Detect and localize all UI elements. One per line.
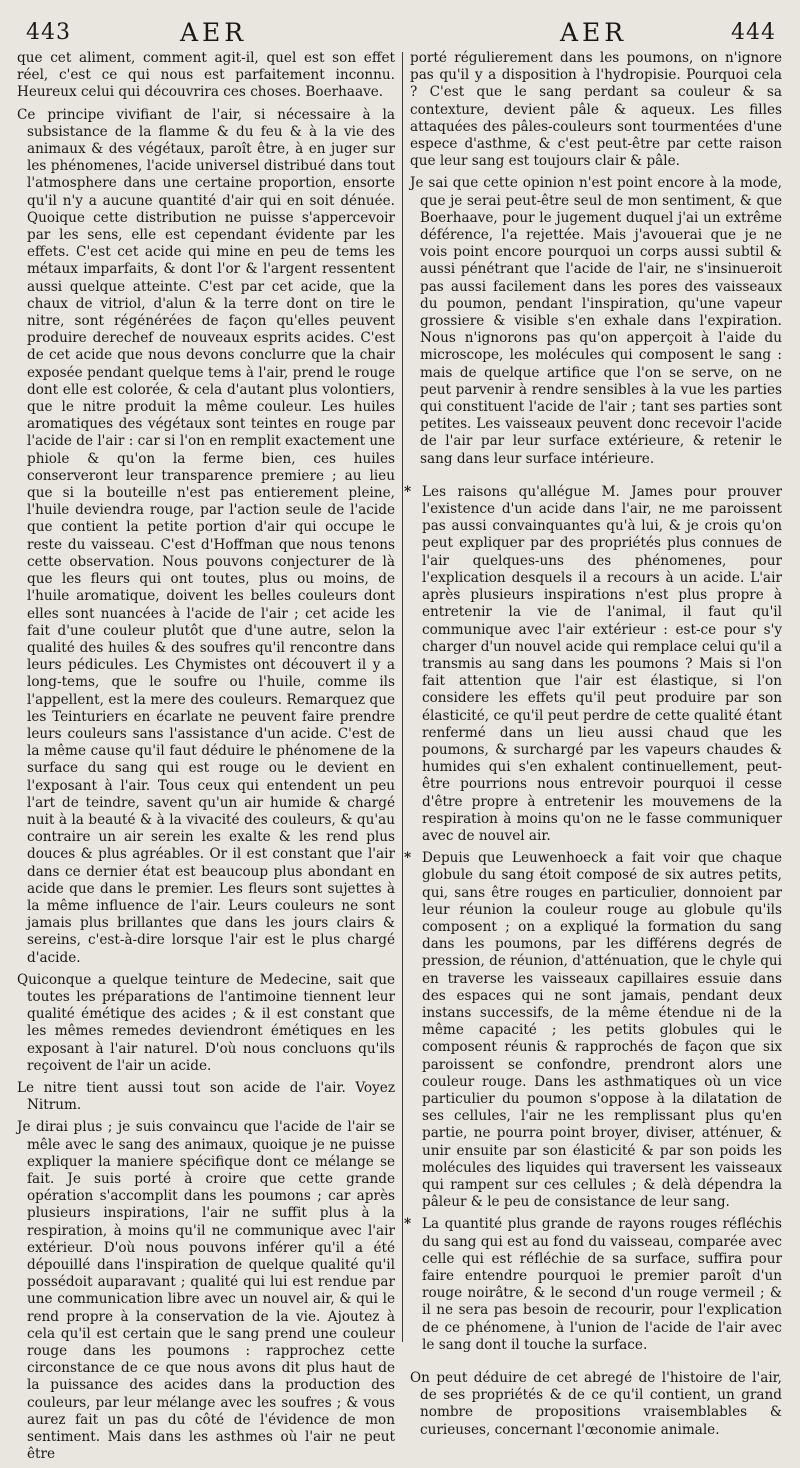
paragraph: Le nitre tient aussi tout son acide de l'air. Voyez Nitrum.	[17, 1079, 395, 1114]
paragraph: On peut déduire de cet abregé de l'histoire de l'air, de ses propriétés & de ce qu'il contient, un grand nombre de propositions vraisemblables & curieuses, concernant l'œconomie animale.	[410, 1370, 782, 1438]
paragraph: porté régulierement dans les poumons, on n'ignore pas qu'il y a disposition à l'hydropisie. Pourquoi cela ? C'est que le sang perdant sa couleur & sa contexture, devient pâle & aqueux. Les filles attaquées des pâles-couleurs sont tourmentées d'une espece d'asthme, & c'est peut-être par cette raison que leur sang est toujours clair & pâle.	[410, 50, 782, 170]
column-divider	[402, 52, 403, 1342]
note-marker: *	[404, 1216, 412, 1233]
left-running-head: AER	[180, 18, 248, 47]
editor-note	[404, 483, 782, 845]
right-running-head: AER	[560, 18, 628, 47]
note-text: Depuis que Leuwenhoeck a fait voir que chaque globule du sang étoit composé de six autres petits, qui, sans être rouges en particulier, donnoient par leur réunion la couleur rouge au globule qu'ils composent ; on a expliqué la formation du sang dans les poumons, par les différens degrés de pression, de réunion, d'atténuation, que le chyle qui en traverse les vaisseaux capillaires essuie dans des espaces qui ne sont jamais, pendant deux instans successifs, de la même étendue ni de la même capacité ; les petits globules qui le composent réunis & rapprochés de façon que six paroissent se confondre, prendront alors une couleur rouge. Dans les asthmatiques où un vice particulier du poumon s'oppose à la dilatation de ses cellules, l'air ne les remplissant plus qu'en partie, ne pourra point broyer, diviser, atténuer, & unir ensuite par son élasticité & par son poids les molécules des liquides qui traversent les vaisseaux qui rampent sur ces cellules ; & delà dépendra la pâleur & le peu de consistance de leur sang.	[422, 850, 782, 1211]
note-marker: *	[404, 483, 412, 500]
paragraph: Je sai que cette opinion n'est point encore à la mode, que je serai peut-être seul de mon sentiment, & que Boerhaave, pour le jugement duquel j'ai un extrême déférence, l'a rejettée. Mais j'avouerai que je ne vois point encore pourquoi un corps aussi subtil & aussi pénétrant que l'acide de l'air, ne s'insinueroit pas aussi facilement dans les pores des vaisseaux du poumon, pendant l'inspiration, qu'une vapeur grossiere & visible s'en exhale dans l'expiration. Nous n'ignorons pas qu'on apperçoit à l'aide du microscope, les molécules qui composent le sang : mais de quelque artifice que l'on se serve, on ne peut parvenir à rendre sensibles à la vue les parties qui constituent l'acide de l'air ; tant ses parties sont petites. Les vaisseaux peuvent donc recevoir l'acide de l'air par leur surface extérieure, & retenir le sang dans leur surface intérieure.	[410, 175, 782, 467]
editor-note	[404, 1216, 782, 1354]
left-column	[17, 50, 395, 1468]
paragraph: Je dirai plus ; je suis convaincu que l'acide de l'air se mêle avec le sang des animaux, quoique je ne puisse expliquer la maniere spécifique dont ce mélange se fait. Je suis porté à croire que cette grande opération s'accomplit dans les poumons ; car après plusieurs inspirations, l'air ne suffit plus à la respiration, à moins qu'il ne communique avec l'air extérieur. D'où nous pouvons inférer qu'il a été dépouillé dans l'inspiration de quelque qualité qu'il possédoit auparavant ; qualité qui lui est rendue par une communication libre avec un nouvel air, & qui le rend propre à la conservation de la vie. Ajoutez à cela qu'il est certain que le sang prend une couleur rouge dans les poumons : rapprochez cette circonstance de ce que nous avons dit plus haut de la puissance des acides dans la production des couleurs, par leur mélange avec les soufres ; & vous aurez fait un pas du côté de l'évidence de mon sentiment. Mais dans les asthmes où l'air ne peut être	[17, 1119, 395, 1463]
note-text: La quantité plus grande de rayons rouges réfléchis du sang qui est au fond du vaisseau, comparée avec celle qui est réfléchie de sa surface, suffira pour faire entendre pourquoi le premier paroît d'un rouge noirâtre, & le second d'un rouge vermeil ; & il ne sera pas besoin de recourir, pour l'explication de ce phénomene, à l'union de l'acide de l'air avec le sang dont il touche la surface.	[422, 1216, 782, 1353]
right-column	[404, 50, 782, 1444]
paragraph: Ce principe vivifiant de l'air, si nécessaire à la subsistance de la flamme & du feu & à la vie des animaux & des végétaux, paroît être, à en juger sur les phénomenes, l'acide universel distribué dans tout l'atmosphere dans une certaine proportion, ensorte qu'il n'y a aucune quantité d'air qui en soit dénuée. Quoique cette distribution ne puisse s'appercevoir par les sens, elle est cependant évidente par les effets. C'est cet acide qui mine en peu de tems les métaux imparfaits, & dont l'or & l'argent ressentent aussi quelque atteinte. C'est par cet acide, que la chaux de vitriol, d'alun & la terre dont on tire le nitre, sont régénérées de façon qu'elles peuvent produire derechef de nouveaux esprits acides. C'est de cet acide que nous devons conclurre que la chair exposée pendant quelque tems à l'air, prend le rouge dont elle est colorée, & cela d'autant plus volontiers, que le nitre produit la même couleur. Les huiles aromatiques des végétaux sont teintes en rouge par l'acide de l'air : car si l'on en remplit exactement une phiole & qu'on la ferme bien, ces huiles conserveront leur transparence premiere ; au lieu que si la bouteille n'est pas entierement pleine, l'huile deviendra rouge, par l'action seule de l'acide que contient la petite portion d'air qui occupe le reste du vaisseau. C'est d'Hoffman que nous tenons cette observation. Nous pouvons conjecturer de là que les fleurs qui ont toutes, plus ou moins, de l'huile aromatique, doivent les belles couleurs dont elles sont nuancées à l'acide de l'air ; cet acide les fait d'une couleur plutôt que d'une autre, selon la qualité des huiles & des soufres qu'il rencontre dans leurs pédicules. Les Chymistes ont découvert il y a long-tems, que le soufre ou l'huile, comme ils l'appellent, est la mere des couleurs. Remarquez que les Teinturiers en écarlate ne peuvent faire prendre leurs couleurs sans l'assistance d'un acide. C'est de la même cause qu'il faut déduire le phénomene de la surface du sang qui est rouge ou le devient en l'exposant à l'air. Tous ceux qui entendent un peu l'art de teindre, savent qu'un air humide & chargé nuit à la beauté & à la vivacité des couleurs, & qu'au contraire un air serein les exalte & les rend plus douces & plus agréables. Or il est constant que l'air dans ce dernier état est beaucoup plus abondant en acide que dans le premier. Les fleurs sont sujettes à la même influence de l'air. Leurs couleurs ne sont jamais plus brillantes que dans les jours clairs & sereins, c'est-à-dire lorsque l'air est le plus chargé d'acide.	[17, 106, 395, 966]
note-marker: *	[404, 850, 412, 867]
editor-note	[404, 850, 782, 1211]
right-page-number: 444	[731, 20, 776, 45]
left-page-number: 443	[26, 20, 71, 45]
note-text: Les raisons qu'allégue M. James pour prouver l'existence d'un acide dans l'air, ne me paroissent pas aussi convainquantes qu'à lui, & je crois qu'on peut expliquer par des propriétés plus connues de l'air quelques-uns des phénomenes, pour l'explication desquels il a recours à un acide. L'air après plusieurs inspirations n'est plus propre à entretenir la vie de l'animal, il faut qu'il communique avec l'air extérieur : est-ce pour s'y charger d'un nouvel acide qui remplace celui qu'il a transmis au sang dans les poumons ? Mais si l'on fait attention que l'air est élastique, si l'on considere les effets qu'il peut produire par son élasticité, ce qu'il peut perdre de cette qualité étant renfermé dans un lieu aussi chaud que les poumons, & surchargé par les vapeurs chaudes & humides qui s'en exhalent continuellement, peut-être pourrions nous entrevoir pourquoi il cesse d'être propre à entretenir les mouvemens de la respiration à moins qu'on ne le fasse communiquer avec de nouvel air.	[422, 483, 782, 844]
paragraph: Quiconque a quelque teinture de Medecine, sait que toutes les préparations de l'antimoine tiennent leur qualité émétique des acides ; & il est constant que les mêmes remedes deviendront émétiques en les exposant à l'air naturel. D'où nous concluons qu'ils reçoivent de l'air un acide.	[17, 971, 395, 1074]
paragraph: que cet aliment, comment agit-il, quel est son effet réel, c'est ce qui nous est parfaitement inconnu. Heureux celui qui découvrira ces choses. Boerhaave.	[17, 50, 395, 101]
